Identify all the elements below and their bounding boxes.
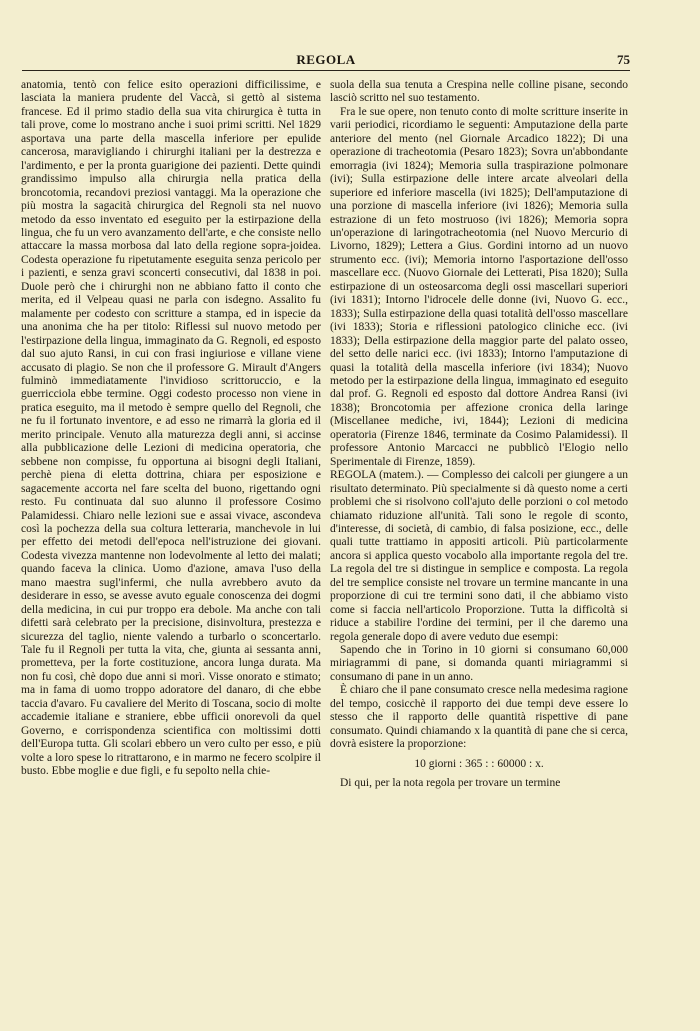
explanation-paragraph: È chiaro che il pane consumato cresce nella medesima ragione del tempo, cosicchè il rapporto dei due tempi deve essere lo stesso che il rapporto delle quantità rispettive di pane consumato. Quindi chiamando x la quantità di pane che si cerca, dovrà esistere la proporzione: [330, 684, 628, 751]
example-paragraph: Sapendo che in Torino in 10 giorni si consumano 60,000 miriagrammi di pane, si domanda quanti miriagrammi si consumano di pane in un anno. [330, 644, 628, 683]
header-rule [22, 70, 630, 71]
proportion-formula: 10 giorni : 365 : : 60000 : x. [414, 757, 544, 770]
right-paragraph-1: suola della sua tenuta a Crespina nelle colline pisane, secondo lasciò scritto nel suo testamento. [330, 79, 628, 105]
regola-entry: REGOLA (matem.). — Complesso dei calcoli per giungere a un risultato determinato. Più specialmente si dà questo nome a certi problemi che si risolvono coll'ajuto delle porzioni o col metodo chiamato riduzione all'unità. Tali sono le regole di sconto, d'interesse, di società, di cambio, di falsa posizione, ecc., delle quali tutte trattiamo in appositi articoli. Più particolarmente ancora si applica questo vocabolo alla importante regola del tre. La regola del tre si distingue in semplice e composta. La regola del tre semplice consiste nel trovare un termine mancante in una proporzione di cui tre termini sono dati, il che abbiamo visto come si faccia nell'articolo Proporzione. Tutta la difficoltà si riduce a stabilire l'ordine dei termini, per il che daremo una regola generale dopo di avere veduto due esempi: [330, 469, 628, 643]
continuation-paragraph: Di qui, per la nota regola per trovare un termine [340, 777, 561, 790]
left-paragraph-1: anatomia, tentò con felice esito operazioni difficilissime, e lasciata la maniera prudente del Vaccà, si gettò al sistema francese. Ed il primo stadio della sua vita chirurgica è tutta in tali prove, come lo mostrano anche i suoi primi scritti. Nel 1829 asportava una parte della mascella inferiore per epulide cancerosa, maravigliando i chirurghi italiani per la destrezza e l'ardimento, e per la pronta guarigione dei pazienti. Dette quindi grandissimo impulso alla chirurgia nella pratica della broncotomia, recandovi preziosi vantaggi. Ma la operazione che più mostra la sagacità chirurgica del Regnoli sta nel nuovo metodo da esso inventato ed eseguito per la estirpazione della lingua, che fu un vero avanzamento dell'arte, e che consiste nello attaccare la massa morbosa dal lato della regione sopra-joidea. Codesta operazione fu ripetutamente eseguita senza pericolo per i pazienti, e senza gravi sconcerti consecutivi, dal 1838 in poi. Duole però che i chirurghi non ne abbiano fatto il conto che merita, ed il Velpeau quasi ne parla con isdegno. Assalito fu malamente per codesto con scritture a stampa, ed in ispecie da una anonima che ha per titolo: Riflessi sul nuovo metodo per l'estirpazione della lingua, immaginato da G. Regnoli, ed esposto dal suo ajuto Ransi, in cui con frasi ingiuriose e villane viene accusato di plagio. Se non che il professore G. Mirault d'Angers fulminò immediatamente l'invidioso scrittoruccio, e la guerricciola ebbe termine. Oggi codesto processo non viene in pratica eseguito, ma il metodo è sempre quello del Regnoli, che ne fu il fortunato inventore, e ad esso ne rimarrà la gloria ed il merito principale. Venuto alla maturezza degli anni, si accinse alla pubblicazione delle Lezioni di medicina operatoria, che sebbene non compisse, fu opportuna ai bisogni degli Italiani, perchè piena di eletta dottrina, chiara per esposizione e sagacemente accorta nel fare scelta del buono, rigettando ogni resto. Fu continuata dal suo alunno il professore Cosimo Palamidessi. Chiaro nelle lezioni sue e assai vivace, ascondeva così la pochezza della sua coltura letteraria, manchevole in lui per effetto dei metodi dell'epoca nell'istruzione dei giovani. Codesta vivezza mantenne non lodevolmente al letto dei malati; quando faceva la clinica. Uomo d'azione, amava l'uso della mano maestra sugl'infermi, che nulla avrebbero avuto da desiderare in esso, se avesse avuto eguale conoscenza dei dogmi della medicina, in cui pur troppo era debole. Ma anche con tali difetti sarà celebrato per la precisione, disinvoltura, prestezza e sicurezza del taglio, niente valendo a turbarlo o sconcertarlo. Tale fu il Regnoli per tutta la vita, che, giunta ai sessanta anni, prometteva, per la forte costituzione, ancora lunga durata. Ma non fu così, chè dopo due anni si morì. Visse onorato e stimato; ma in fama di uomo troppo adoratore del danaro, di che ebbe taccia d'avaro. Fu cavaliere del Merito di Toscana, socio di molte accademie italiane e straniere, ebbe ufficii onorevoli da quel Governo, e corrispondenza scientifica con moltissimi dotti dell'Europa tutta. Gli scolari ebbero un vero culto per esso, e più volte a loro spese lo ritrattarono, e in marmo ne fecero scolpire il busto. Ebbe moglie e due figli, e fu sepolto nella chie- [21, 79, 321, 778]
right-column [330, 79, 628, 791]
right-paragraph-works: Fra le sue opere, non tenuto conto di molte scritture inserite in varii periodici, ricordiamo le seguenti: Amputazione della parte anteriore del mento (nel Giornale Arcadico 1822); Di una operazione di tracheotomia (Pesaro 1823); Sovra un'abbondante emorragia (ivi 1824); Memoria sulla traspirazione polmonare (ivi); Sulla estirpazione delle intere arcate alveolari della superiore ed inferiore mascella (ivi 1825); Dell'amputazione di una porzione di mascella inferiore (ivi 1826); Memoria sulla estrazione di un feto mostruoso (ivi 1826); Memoria sopra un'operazione di laringotracheotomia (nel Nuovo Mercurio di Livorno, 1829); Lettera a Gius. Gordini intorno ad un nuovo strumento ecc. (ivi); Memoria intorno l'asportazione dell'osso mascellare ecc. (Nuovo Giornale dei Letterati, Pisa 1820); Sulla estirpazione di un osteosarcoma degli ossi mascellari superiori (ivi 1831); Intorno l'idrocele delle donne (ivi, Nuovo G. ecc., 1833); Sulla estirpazione della quasi totalità dell'osso mascellare (ivi 1833); Storia e riflessioni patologico cliniche ecc. (ivi 1833); Della estirpazione della maggior parte del palato osseo, del setto delle narici ecc. (ivi 1833); Intorno l'amputazione di quasi la totalità della mascella inferiore (ivi 1834); Nuovo metodo per la estirpazione della lingua, immaginato ed eseguito dal prof. G. Regnoli ed esposto dal dottore Andrea Ransi (ivi 1838); Broncotomia per affezione cronica della laringe (Miscellanee mediche, ivi, 1844); Lezioni di medicina operatoria (Firenze 1846, terminate da Cosimo Palamidessi). Il professore Antonio Marcacci ne pubblicò l'Elogio nello Sperimentale di Firenze, 1859). [330, 105, 628, 468]
page-number: 75 [617, 52, 630, 67]
left-column [21, 79, 321, 779]
running-title: REGOLA [296, 52, 356, 67]
